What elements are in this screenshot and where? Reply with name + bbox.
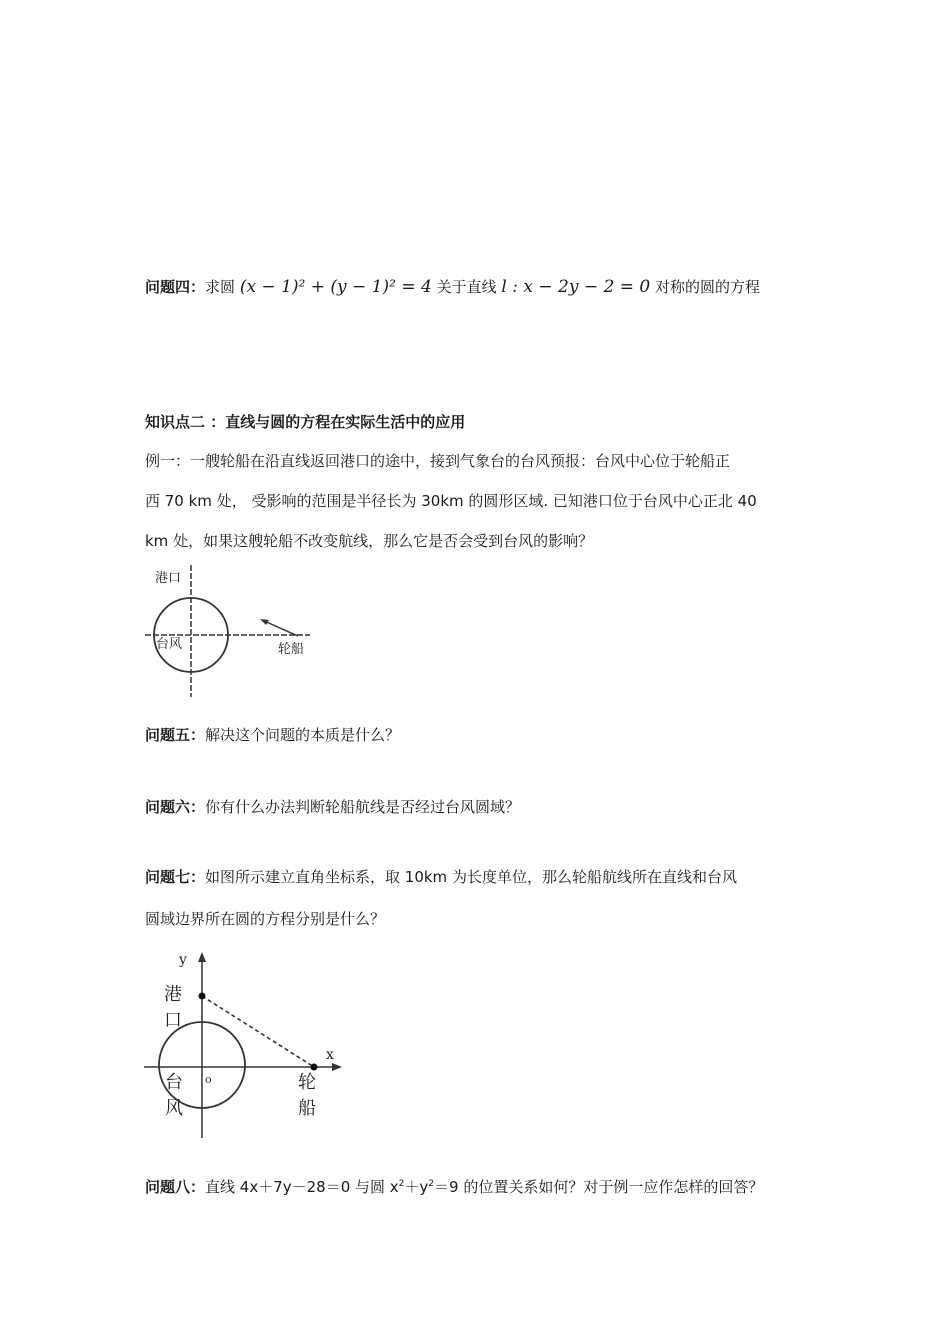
question-7 <box>145 866 737 887</box>
fig2-origin-label: o <box>205 1073 212 1086</box>
example-line-2: 西 70 km 处， 受影响的范围是半径长为 30km 的圆形区域. 已知港口位于台风中心正北 40 <box>145 492 757 510</box>
question-8-text-b: ＋y <box>404 1178 429 1196</box>
example-line-1: 例一：一艘轮船在沿直线返回港口的途中，接到气象台的台风预报：台风中心位于轮船正 <box>145 452 731 470</box>
question-7-label: 问题七： <box>145 868 206 886</box>
fig2-ship-label-1: 轮 <box>298 1072 316 1093</box>
question-8-text-a: 直线 4x＋7y－28＝0 与圆 x <box>205 1178 399 1196</box>
question-8 <box>145 1176 763 1197</box>
fig1-typhoon-label: 台风 <box>156 637 183 652</box>
fig2-typhoon-label-2: 风 <box>165 1098 183 1119</box>
example-line-3: km 处，如果这艘轮船不改变航线，那么它是否会受到台风的影响？ <box>145 532 594 550</box>
question-4-mid: 关于直线 <box>436 278 497 296</box>
typhoon-figure-1 <box>140 562 340 702</box>
fig2-x-arrow <box>332 1063 342 1071</box>
fig2-ship-course <box>202 996 314 1067</box>
question-8-text-c: ＝9 的位置关系如何？对于例一应作怎样的回答？ <box>434 1178 764 1196</box>
question-6-label: 问题六： <box>145 798 206 816</box>
question-4-pre: 求圆 <box>205 278 236 296</box>
question-8-sup-1: 2 <box>398 1179 405 1189</box>
question-7-text-1: 如图所示建立直角坐标系，取 10km 为长度单位，那么轮船航线所在直线和台风 <box>205 868 737 886</box>
question-7-text-2: 圆域边界所在圆的方程分别是什么？ <box>145 910 386 928</box>
question-4-label: 问题四： <box>145 278 206 296</box>
fig2-port-label-1: 港 <box>164 984 182 1005</box>
question-5-text: 解决这个问题的本质是什么？ <box>205 726 401 744</box>
line-equation: l : x − 2y − 2 = 0 <box>501 277 651 297</box>
fig2-ship-point <box>311 1064 318 1071</box>
question-4-post: 对称的圆的方程 <box>654 278 760 296</box>
fig1-arrow-head <box>260 619 269 625</box>
fig2-typhoon-label-1: 台 <box>165 1072 183 1093</box>
question-6 <box>145 796 520 817</box>
question-8-sup-2: 2 <box>428 1179 435 1189</box>
fig2-y-label: y <box>179 952 187 968</box>
fig1-ship-label: 轮船 <box>278 642 305 657</box>
question-5 <box>145 724 400 745</box>
circle-equation: (x − 1)² + (y − 1)² = 4 <box>239 277 432 297</box>
fig2-y-arrow <box>198 952 206 962</box>
fig2-port-label-2: 口 <box>164 1010 182 1031</box>
section-2-title: 知识点二 ：直线与圆的方程在实际生活中的应用 <box>145 413 466 431</box>
question-6-text: 你有什么办法判断轮船航线是否经过台风圆域？ <box>205 798 521 816</box>
fig2-port-point <box>199 993 206 1000</box>
question-4 <box>145 276 760 297</box>
question-5-label: 问题五： <box>145 726 206 744</box>
question-8-label: 问题八： <box>145 1178 206 1196</box>
fig2-ship-label-2: 船 <box>298 1098 316 1119</box>
fig1-port-label: 港口 <box>155 571 182 586</box>
fig2-x-label: x <box>326 1047 334 1063</box>
typhoon-figure-2 <box>140 950 355 1140</box>
